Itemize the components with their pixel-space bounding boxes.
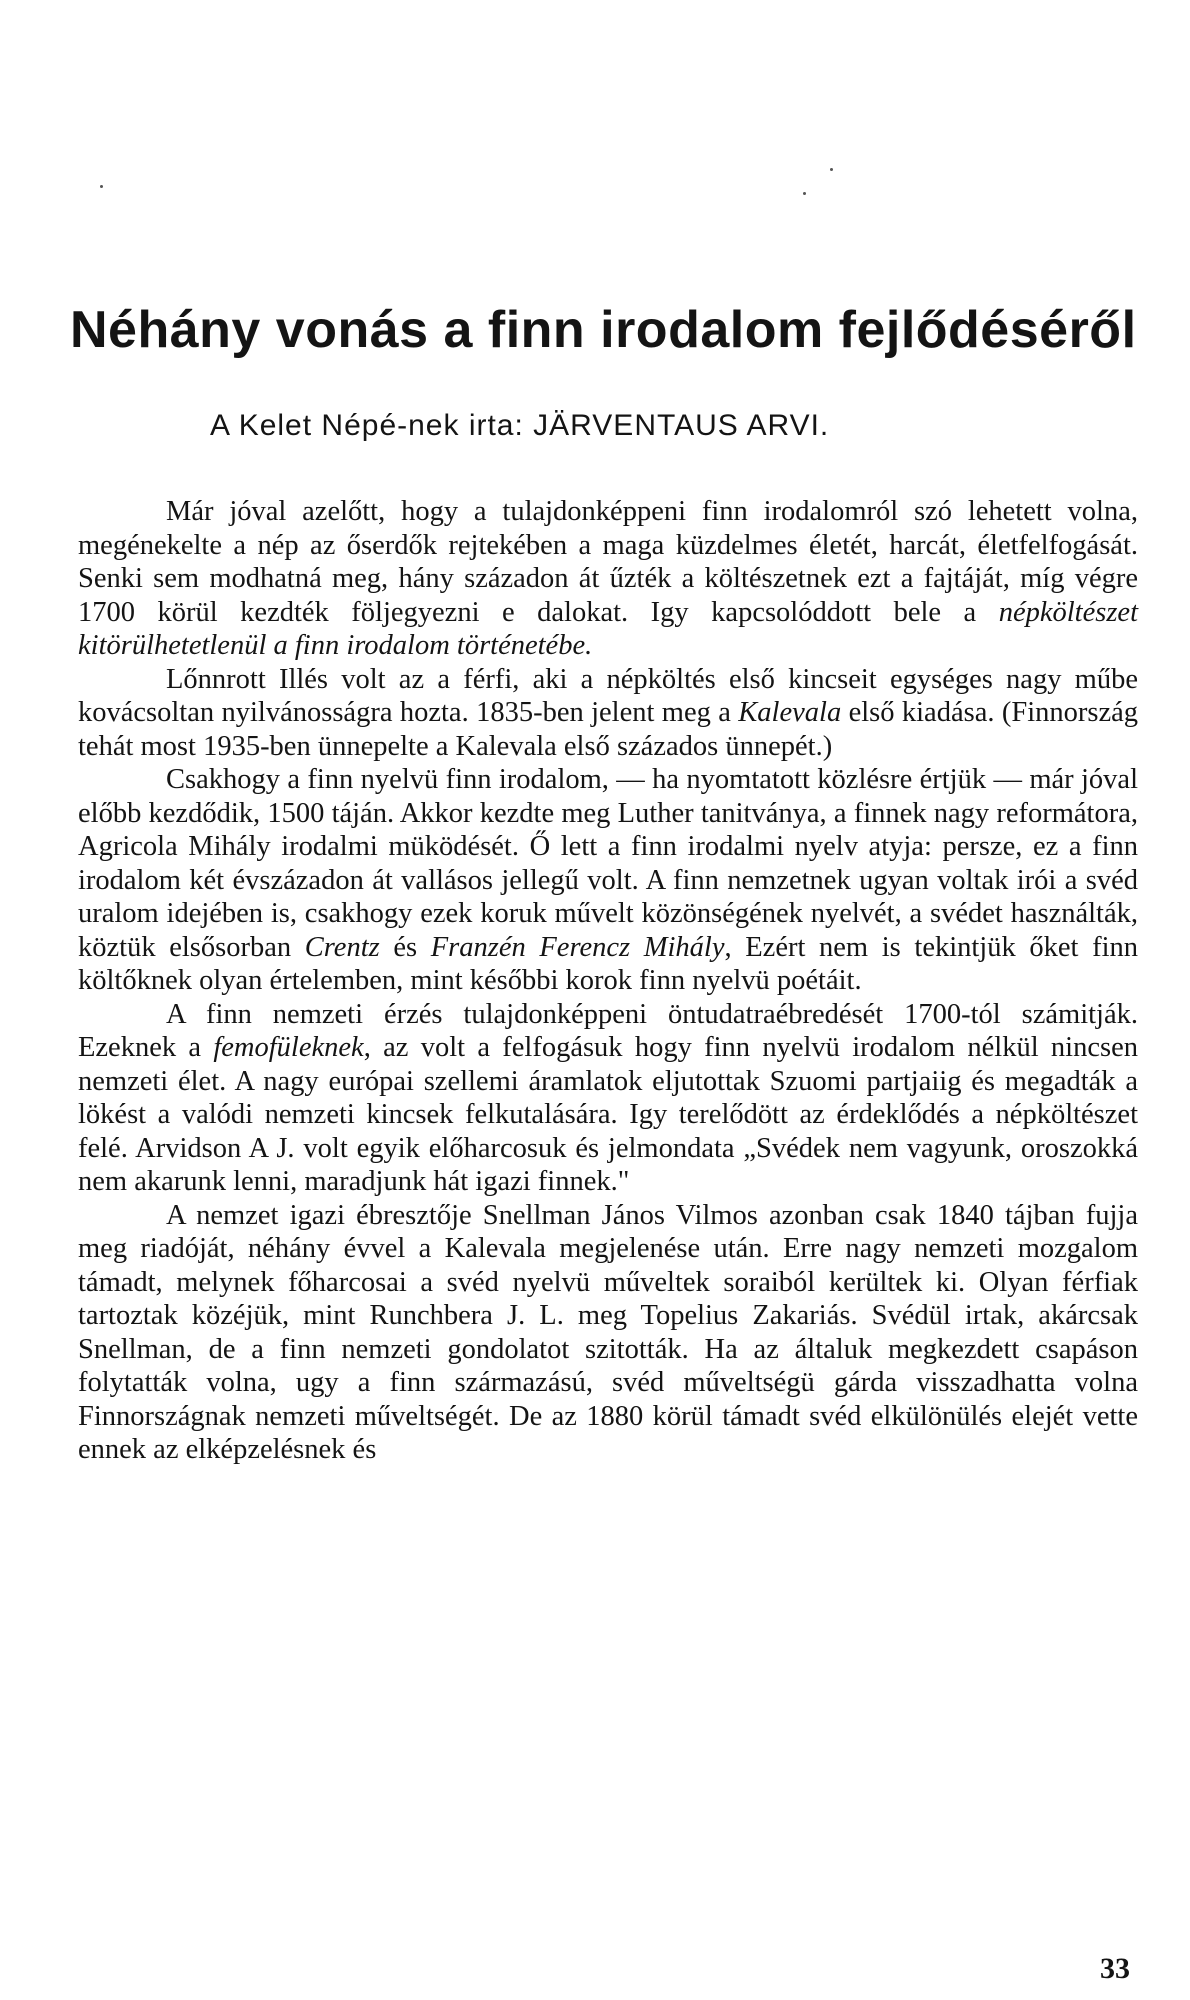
paragraph: Csakhogy a finn nyelvü finn irodalom, — ha nyomtatott közlésre értjük — már jóval előbb kezdődik, 1500 táján. Akkor kezdte meg Luther tanitványa, a finnek nagy reformátora, Agricola Mihály irodalmi müködését. Ő lett a finn irodalmi nyelv atyja: persze, ez a finn irodalom két évszázadon át vallásos jellegű volt. A finn nemzetnek ugyan voltak irói a svéd uralom idejében is, csakhogy ezek koruk művelt közönségének nyelvét, a svédet használták, köztük elsősorban Crentz és Franzén Ferencz Mihály, Ezért nem is tekintjük őket finn költőknek olyan értelemben, mint későbbi korok finn nyelvü poétáit.	[78, 764, 1138, 996]
article-body	[78, 495, 1138, 1467]
page-number: 33	[1100, 1952, 1130, 1985]
paragraph: Már jóval azelőtt, hogy a tulajdonképpeni finn irodalomról szó lehetett volna, megénekelte a nép az őserdők rejtekében a maga küzdelmes életét, harcát, életfelfogását. Senki sem modhatná meg, hány századon át űzték a költészetnek ezt a fajtáját, míg végre 1700 körül kezdték följegyezni e dalokat. Igy kapcsolóddott bele a népköltészet kitörülhetetlenül a finn irodalom történetébe.	[78, 496, 1138, 661]
article-title: Néhány vonás a finn irodalom fejlődéséről	[70, 301, 1137, 359]
emphasis: népköltészet kitörülhetetlenül a finn irodalom történetébe.	[78, 596, 1138, 661]
emphasis: Franzén Ferencz Mihály	[430, 931, 725, 963]
print-speck	[830, 168, 833, 171]
article-byline: A Kelet Népé-nek irta: JÄRVENTAUS ARVI.	[210, 409, 830, 442]
paragraph: A finn nemzeti érzés tulajdonképpeni öntudatraébredését 1700-tól számitják. Ezeknek a femofüleknek, az volt a felfogásuk hogy finn nyelvü irodalom nélkül nincsen nemzeti élet. A nagy európai szellemi áramlatok eljutottak Szuomi partjaiig és megadták a lökést a valódi nemzeti kincsek felkutalására. Igy terelődött az érdeklődés a népköltészet felé. Arvidson A J. volt egyik előharcosuk és jelmondata „Svédek nem vagyunk, oroszokká nem akarunk lenni, maradjunk hát igazi finnek."	[78, 998, 1138, 1197]
print-speck	[100, 185, 103, 188]
print-speck	[803, 192, 806, 195]
paragraph: Lőnnrott Illés volt az a férfi, aki a népköltés első kincseit egységes nagy műbe kovácsoltan nyilvánosságra hozta. 1835-ben jelent meg a Kalevala első kiadása. (Finnország tehát most 1935-ben ünnepelte a Kalevala első százados ünnepét.)	[78, 663, 1138, 762]
emphasis: Kalevala	[738, 697, 842, 728]
paragraph: A nemzet igazi ébresztője Snellman János Vilmos azonban csak 1840 tájban fujja meg riadóját, néhány évvel a Kalevala megjelenése után. Erre nagy nemzeti mozgalom támadt, melynek főharcosai a svéd nyelvü műveltek soraiból kerültek ki. Olyan férfiak tartoztak közéjük, mint Runchbera J. L. meg Topelius Zakariás. Svédül irtak, akárcsak Snellman, de a finn nemzeti gondolatot szitották. Ha az általuk megkezdett csapáson folytatták volna, ugy a finn származású, svéd műveltségü gárda visszadhatta volna Finnországnak nemzeti műveltségét. De az 1880 körül támadt svéd elkülönülés elejét vette ennek az elképzelésnek és	[78, 1199, 1138, 1465]
emphasis: femofüleknek	[213, 1032, 364, 1063]
emphasis: Crentz	[304, 931, 380, 963]
